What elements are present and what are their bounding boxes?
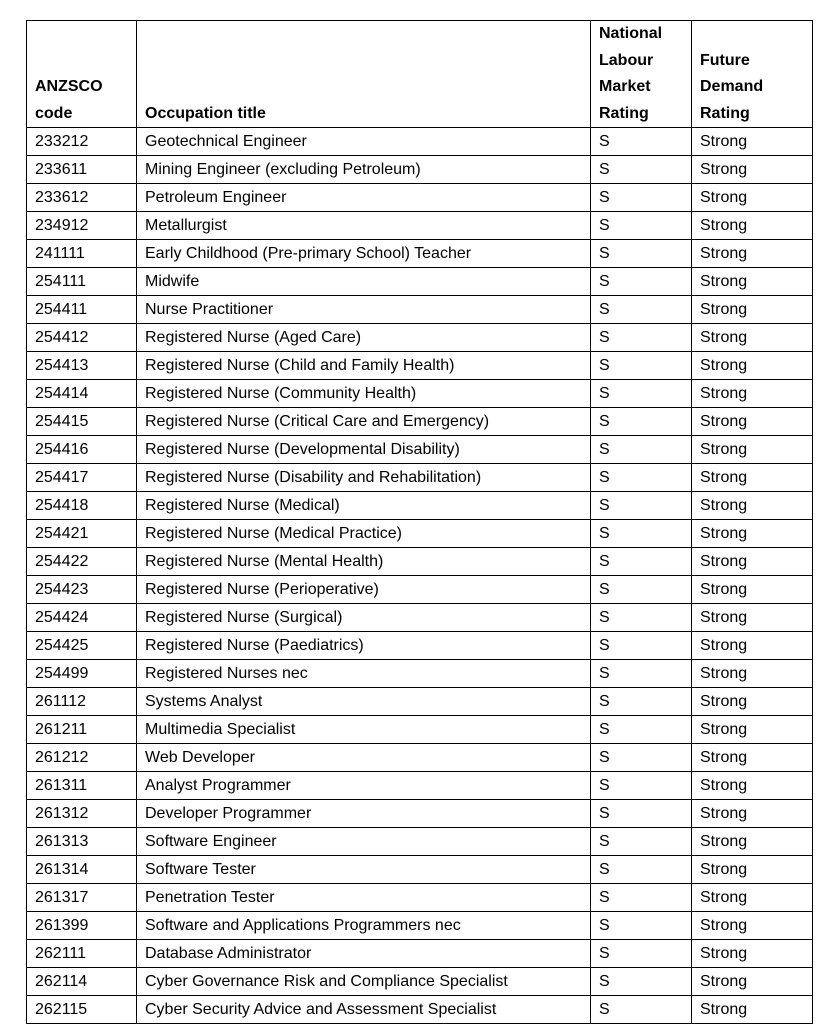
table-row [27, 576, 813, 604]
cell-national-rating: S [591, 184, 692, 212]
cell-national-rating: S [591, 968, 692, 996]
table-row [27, 800, 813, 828]
cell-national-rating: S [591, 548, 692, 576]
cell-national-rating: S [591, 828, 692, 856]
cell-anzsco-code: 261211 [27, 716, 137, 744]
cell-occupation-title: Geotechnical Engineer [137, 128, 591, 156]
cell-anzsco-code: 261399 [27, 912, 137, 940]
cell-future-rating: Strong [692, 996, 813, 1024]
cell-national-rating: S [591, 800, 692, 828]
header-occupation-title [137, 21, 591, 128]
cell-occupation-title: Database Administrator [137, 940, 591, 968]
header-line: Labour [599, 51, 654, 69]
cell-anzsco-code: 254425 [27, 632, 137, 660]
cell-national-rating: S [591, 296, 692, 324]
cell-future-rating: Strong [692, 632, 813, 660]
cell-anzsco-code: 254111 [27, 268, 137, 296]
cell-anzsco-code: 254412 [27, 324, 137, 352]
table-row [27, 660, 813, 688]
cell-national-rating: S [591, 324, 692, 352]
cell-national-rating: S [591, 716, 692, 744]
cell-occupation-title: Web Developer [137, 744, 591, 772]
cell-future-rating: Strong [692, 660, 813, 688]
cell-national-rating: S [591, 912, 692, 940]
cell-national-rating: S [591, 632, 692, 660]
table-row [27, 212, 813, 240]
cell-future-rating: Strong [692, 128, 813, 156]
cell-anzsco-code: 261317 [27, 884, 137, 912]
cell-occupation-title: Multimedia Specialist [137, 716, 591, 744]
cell-occupation-title: Registered Nurse (Surgical) [137, 604, 591, 632]
header-line: Future [700, 51, 750, 69]
cell-occupation-title: Registered Nurse (Medical Practice) [137, 520, 591, 548]
cell-future-rating: Strong [692, 464, 813, 492]
table-row [27, 184, 813, 212]
cell-national-rating: S [591, 660, 692, 688]
cell-occupation-title: Developer Programmer [137, 800, 591, 828]
cell-future-rating: Strong [692, 380, 813, 408]
cell-occupation-title: Registered Nurse (Child and Family Health) [137, 352, 591, 380]
cell-anzsco-code: 233611 [27, 156, 137, 184]
table-row [27, 548, 813, 576]
cell-future-rating: Strong [692, 520, 813, 548]
table-row [27, 632, 813, 660]
table-header-row [27, 21, 813, 128]
header-line: National [599, 25, 663, 42]
cell-occupation-title: Registered Nurse (Disability and Rehabilitation) [137, 464, 591, 492]
table-row [27, 464, 813, 492]
cell-future-rating: Strong [692, 800, 813, 828]
cell-future-rating: Strong [692, 408, 813, 436]
cell-national-rating: S [591, 380, 692, 408]
cell-national-rating: S [591, 156, 692, 184]
cell-anzsco-code: 254411 [27, 296, 137, 324]
header-line: code [35, 104, 73, 122]
cell-future-rating: Strong [692, 604, 813, 632]
cell-future-rating: Strong [692, 968, 813, 996]
table-row [27, 688, 813, 716]
cell-future-rating: Strong [692, 492, 813, 520]
cell-national-rating: S [591, 268, 692, 296]
table-row [27, 744, 813, 772]
cell-anzsco-code: 254415 [27, 408, 137, 436]
cell-future-rating: Strong [692, 772, 813, 800]
cell-national-rating: S [591, 744, 692, 772]
cell-future-rating: Strong [692, 576, 813, 604]
table-row [27, 380, 813, 408]
cell-occupation-title: Registered Nurses nec [137, 660, 591, 688]
cell-future-rating: Strong [692, 324, 813, 352]
header-line: Demand [700, 78, 764, 95]
cell-future-rating: Strong [692, 884, 813, 912]
cell-future-rating: Strong [692, 828, 813, 856]
cell-future-rating: Strong [692, 268, 813, 296]
cell-anzsco-code: 262114 [27, 968, 137, 996]
table-row [27, 856, 813, 884]
table-row [27, 268, 813, 296]
cell-occupation-title: Registered Nurse (Critical Care and Emergency) [137, 408, 591, 436]
cell-national-rating: S [591, 688, 692, 716]
cell-future-rating: Strong [692, 240, 813, 268]
cell-occupation-title: Analyst Programmer [137, 772, 591, 800]
cell-anzsco-code: 254423 [27, 576, 137, 604]
table-row [27, 324, 813, 352]
cell-anzsco-code: 261112 [27, 688, 137, 716]
cell-anzsco-code: 233212 [27, 128, 137, 156]
cell-anzsco-code: 254421 [27, 520, 137, 548]
cell-occupation-title: Software Engineer [137, 828, 591, 856]
cell-national-rating: S [591, 884, 692, 912]
cell-anzsco-code: 262115 [27, 996, 137, 1024]
cell-national-rating: S [591, 772, 692, 800]
cell-anzsco-code: 254417 [27, 464, 137, 492]
header-anzsco-code [27, 21, 137, 128]
cell-occupation-title: Nurse Practitioner [137, 296, 591, 324]
cell-anzsco-code: 262111 [27, 940, 137, 968]
cell-anzsco-code: 254424 [27, 604, 137, 632]
table-row [27, 352, 813, 380]
cell-national-rating: S [591, 240, 692, 268]
cell-anzsco-code: 233612 [27, 184, 137, 212]
header-line: ANZSCO [35, 78, 103, 95]
cell-anzsco-code: 261311 [27, 772, 137, 800]
cell-future-rating: Strong [692, 352, 813, 380]
table-row [27, 604, 813, 632]
header-line: Rating [599, 104, 649, 122]
cell-future-rating: Strong [692, 716, 813, 744]
cell-occupation-title: Registered Nurse (Aged Care) [137, 324, 591, 352]
cell-future-rating: Strong [692, 856, 813, 884]
cell-national-rating: S [591, 436, 692, 464]
cell-occupation-title: Registered Nurse (Community Health) [137, 380, 591, 408]
cell-anzsco-code: 254422 [27, 548, 137, 576]
table-row [27, 912, 813, 940]
table-row [27, 884, 813, 912]
table-row [27, 968, 813, 996]
cell-future-rating: Strong [692, 744, 813, 772]
cell-occupation-title: Registered Nurse (Mental Health) [137, 548, 591, 576]
table-row [27, 772, 813, 800]
cell-national-rating: S [591, 464, 692, 492]
cell-occupation-title: Registered Nurse (Perioperative) [137, 576, 591, 604]
cell-national-rating: S [591, 128, 692, 156]
cell-future-rating: Strong [692, 688, 813, 716]
table-row [27, 240, 813, 268]
header-future-demand-rating [692, 21, 813, 128]
cell-future-rating: Strong [692, 296, 813, 324]
cell-occupation-title: Penetration Tester [137, 884, 591, 912]
cell-occupation-title: Midwife [137, 268, 591, 296]
cell-national-rating: S [591, 352, 692, 380]
table-row [27, 436, 813, 464]
cell-occupation-title: Software Tester [137, 856, 591, 884]
cell-occupation-title: Registered Nurse (Paediatrics) [137, 632, 591, 660]
occupation-table [26, 20, 813, 1024]
cell-occupation-title: Petroleum Engineer [137, 184, 591, 212]
cell-occupation-title: Mining Engineer (excluding Petroleum) [137, 156, 591, 184]
table-row [27, 408, 813, 436]
cell-anzsco-code: 254416 [27, 436, 137, 464]
cell-anzsco-code: 261212 [27, 744, 137, 772]
cell-future-rating: Strong [692, 184, 813, 212]
table-row [27, 156, 813, 184]
table-row [27, 996, 813, 1024]
cell-anzsco-code: 254418 [27, 492, 137, 520]
cell-national-rating: S [591, 520, 692, 548]
cell-anzsco-code: 261312 [27, 800, 137, 828]
cell-future-rating: Strong [692, 212, 813, 240]
cell-anzsco-code: 254414 [27, 380, 137, 408]
cell-anzsco-code: 241111 [27, 240, 137, 268]
cell-future-rating: Strong [692, 912, 813, 940]
cell-anzsco-code: 254413 [27, 352, 137, 380]
table-row [27, 716, 813, 744]
cell-anzsco-code: 261314 [27, 856, 137, 884]
header-line: Rating [700, 104, 750, 122]
header-line: Market [599, 78, 651, 95]
cell-national-rating: S [591, 212, 692, 240]
cell-anzsco-code: 254499 [27, 660, 137, 688]
cell-occupation-title: Metallurgist [137, 212, 591, 240]
cell-national-rating: S [591, 408, 692, 436]
cell-future-rating: Strong [692, 940, 813, 968]
cell-national-rating: S [591, 576, 692, 604]
cell-national-rating: S [591, 492, 692, 520]
table-row [27, 492, 813, 520]
table-row [27, 828, 813, 856]
cell-national-rating: S [591, 940, 692, 968]
table-row [27, 940, 813, 968]
cell-national-rating: S [591, 856, 692, 884]
cell-national-rating: S [591, 604, 692, 632]
cell-future-rating: Strong [692, 156, 813, 184]
cell-occupation-title: Early Childhood (Pre-primary School) Teacher [137, 240, 591, 268]
cell-occupation-title: Systems Analyst [137, 688, 591, 716]
cell-anzsco-code: 261313 [27, 828, 137, 856]
cell-occupation-title: Cyber Security Advice and Assessment Specialist [137, 996, 591, 1024]
cell-future-rating: Strong [692, 436, 813, 464]
table-row [27, 520, 813, 548]
table-row [27, 128, 813, 156]
cell-occupation-title: Registered Nurse (Medical) [137, 492, 591, 520]
cell-occupation-title: Cyber Governance Risk and Compliance Specialist [137, 968, 591, 996]
cell-occupation-title: Software and Applications Programmers nec [137, 912, 591, 940]
table-body [27, 128, 813, 1024]
header-national-labour-market-rating [591, 21, 692, 128]
cell-future-rating: Strong [692, 548, 813, 576]
cell-anzsco-code: 234912 [27, 212, 137, 240]
header-line: Occupation title [145, 104, 266, 122]
table-row [27, 296, 813, 324]
cell-occupation-title: Registered Nurse (Developmental Disability) [137, 436, 591, 464]
cell-national-rating: S [591, 996, 692, 1024]
